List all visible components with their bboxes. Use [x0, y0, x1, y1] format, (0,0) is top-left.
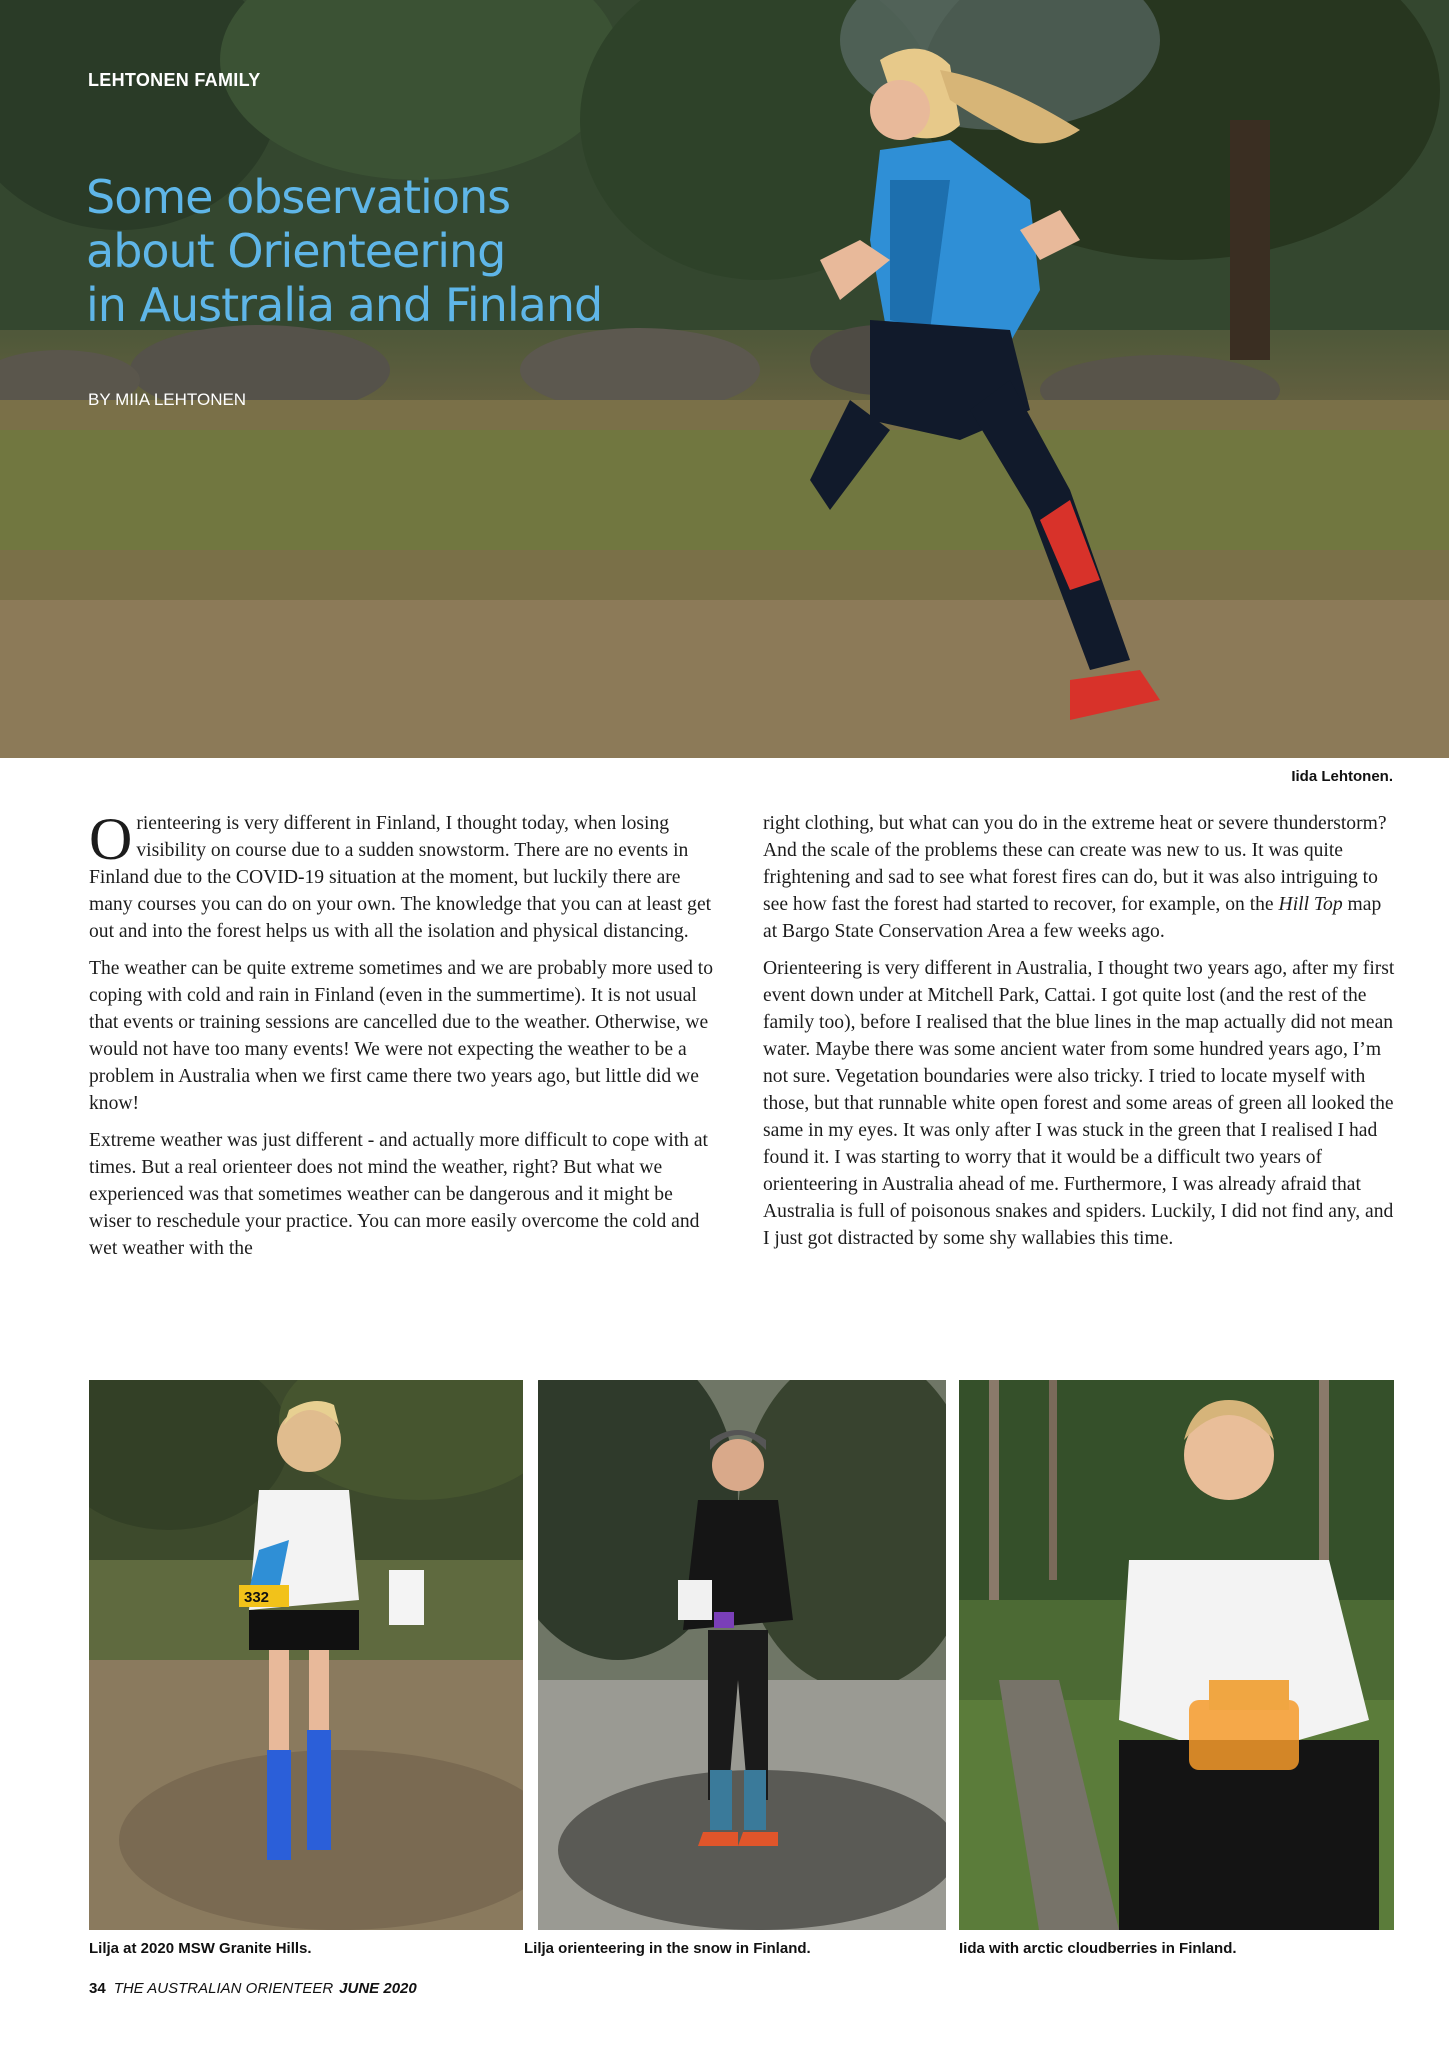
article-column-right: [763, 810, 1395, 1262]
hero-photo: [0, 0, 1449, 758]
photo-caption-3: Iida with arctic cloudberries in Finland.: [959, 1940, 1237, 1957]
magazine-name: THE AUSTRALIAN ORIENTEER: [113, 1980, 334, 1997]
article-column-left: [89, 806, 719, 1272]
byline: BY MIIA LEHTONEN: [88, 390, 247, 409]
page-number: 34: [89, 1980, 106, 1997]
paragraph: The weather can be quite extreme sometimes and we are probably more used to coping with cold and rain in Finland (even in the summertime). It is not usual that events or training sessions are cancelled due to the weather. Otherwise, we would not have too many events! We were not expecting the weather to be a problem in Australia when we first came there two years ago, but little did we know!: [89, 958, 714, 1114]
photo-caption-1: Lilja at 2020 MSW Granite Hills.: [89, 1940, 312, 1957]
paragraph: Orienteering is very different in Finland, I thought today, when losing visibility on course due to a sudden snowstorm. There are no events in Finland due to the COVID-19 situation at the moment, but luckily there are many courses you can do on your own. The knowledge that you can at least get out and into the forest helps us with all the isolation and physical distancing.: [89, 806, 712, 942]
issue-date: JUNE 2020: [339, 1980, 417, 1997]
paragraph: right clothing, but what can you do in the extreme heat or severe thunderstorm? And the scale of the problems these can create was new to us. It was quite frightening and sad to see what forest fires can do, but it was also intriguing to see how fast the forest had started to recover, for example, on the Hill Top map at Bargo State Conservation Area a few weeks ago.: [763, 813, 1387, 942]
title-line-2: about Orienteering: [86, 224, 506, 278]
page-footer: [89, 1980, 417, 1997]
map-name: Hill Top: [1278, 894, 1343, 915]
hero-caption: Iida Lehtonen.: [1291, 768, 1393, 785]
paragraph: Orienteering is very different in Australia, I thought two years ago, after my first event down under at Mitchell Park, Cattai. I got quite lost (and the rest of the family too), before I realised that the blue lines in the map actually did not mean water. Maybe there was some ancient water from some hundred years ago, I’m not sure. Vegetation boundaries were also tricky. I tried to locate myself with those, but that runnable white open forest and some areas of green all looked the same in my eyes. It was only after I was stuck in the green that I realised I had found it. I was starting to worry that it would be a difficult two years of orienteering in Australia ahead of me. Furthermore, I was already afraid that Australia is full of poisonous snakes and spiders. Luckily, I did not find any, and I just got distracted by some shy wallabies this time.: [763, 958, 1395, 1249]
photo-lilja-granite-hills: [89, 1380, 523, 1930]
race-bib: 332: [244, 1589, 270, 1606]
title-line-1: Some observations: [86, 170, 511, 224]
photo-caption-2: Lilja orienteering in the snow in Finland.: [524, 1940, 811, 1957]
photo-lilja-snow: [538, 1380, 946, 1930]
section-label: LEHTONEN FAMILY: [88, 70, 261, 90]
article-title: [86, 170, 806, 332]
photo-iida-cloudberries: [959, 1380, 1394, 1930]
paragraph: Extreme weather was just different - and actually more difficult to cope with at times. But a real orienteer does not mind the weather, right? But what we experienced was that sometimes weather can be dangerous and it might be wiser to reschedule your practice. You can more easily overcome the cold and wet weather with the: [89, 1130, 708, 1259]
drop-cap: O: [89, 806, 133, 872]
hero-illustration: [0, 0, 1449, 758]
title-line-3: in Australia and Finland: [86, 278, 603, 332]
